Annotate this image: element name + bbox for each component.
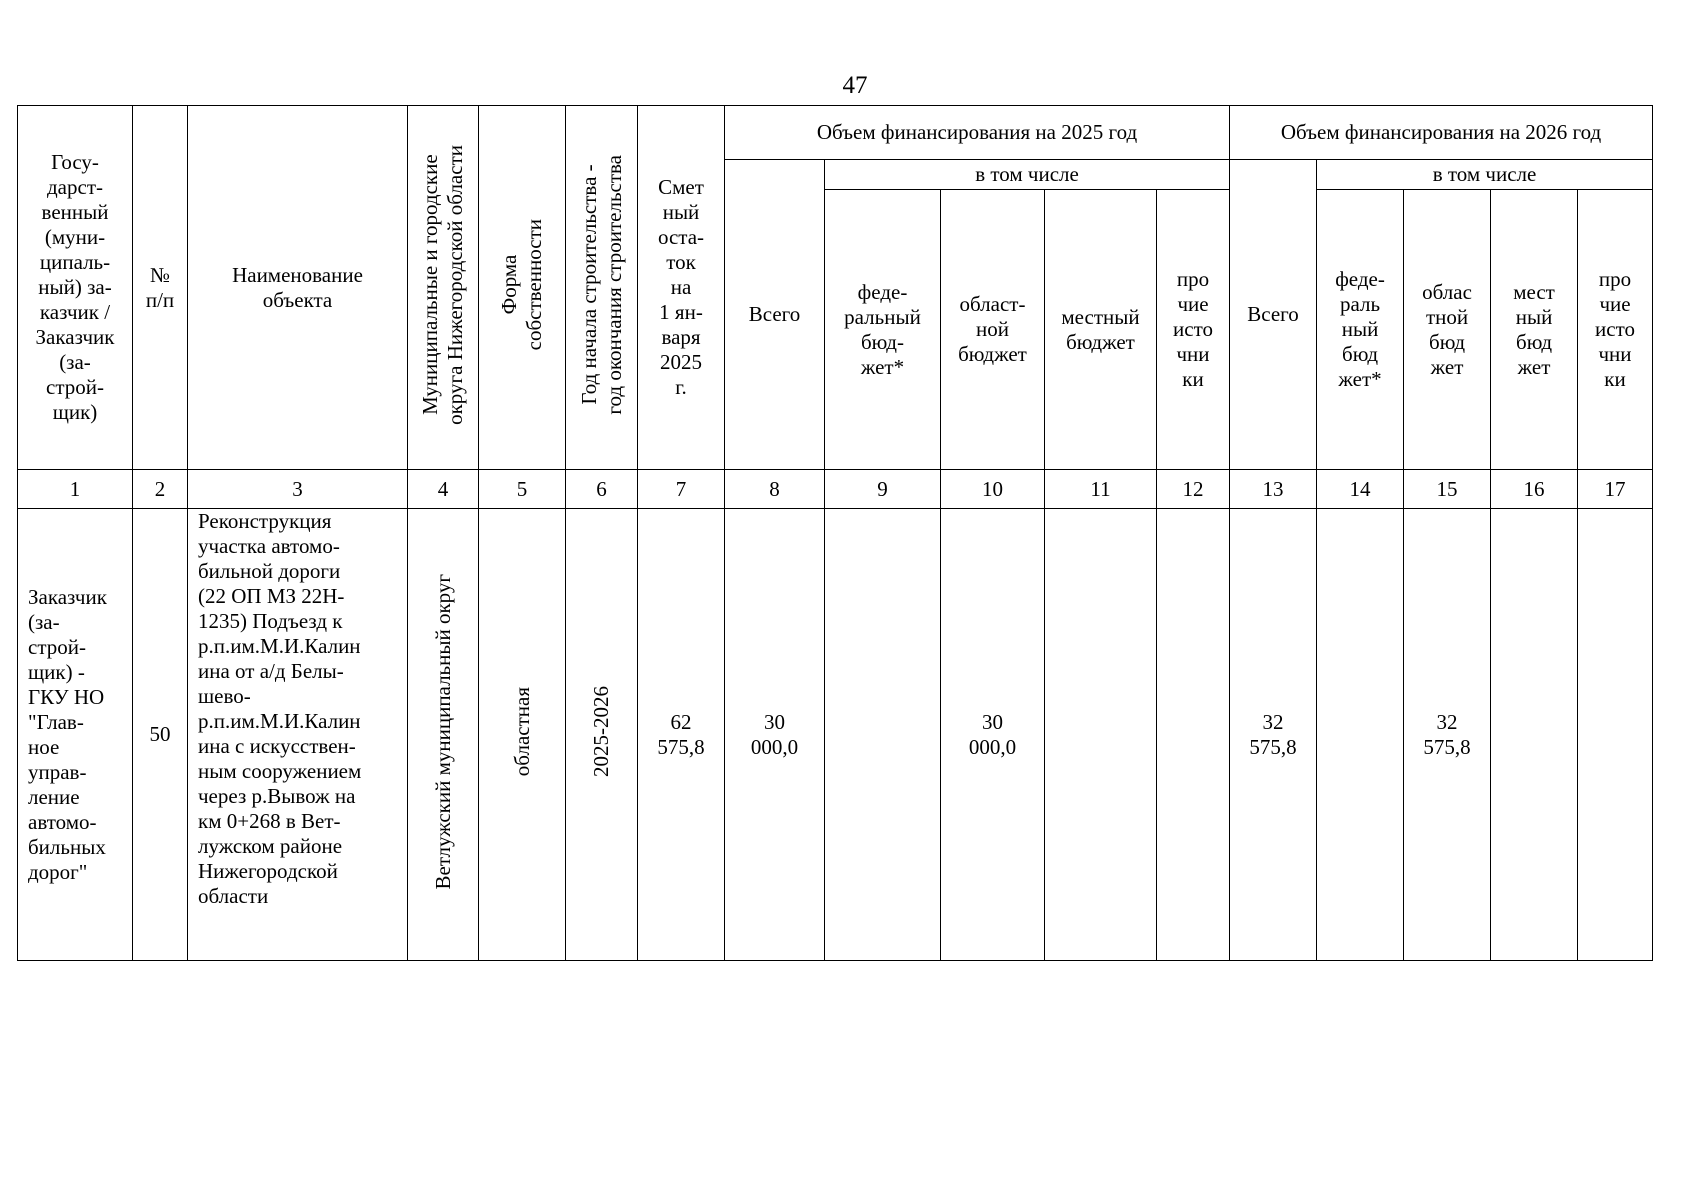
header-total-2025: Всего [725,160,825,470]
row-total-2025: 30 000,0 [725,509,825,961]
table-row [18,509,1653,961]
row-district [408,509,479,961]
header-federal-2026: феде- раль ный бюд жет* [1317,190,1404,470]
header-funding-2026: Объем финансирования на 2026 год [1230,106,1653,160]
header-other-2025: про чие исто чни ки [1157,190,1230,470]
header-regional-2025: област- ной бюджет [941,190,1045,470]
row-regional-2026: 32 575,8 [1404,509,1491,961]
row-estimate-balance: 62 575,8 [638,509,725,961]
header-including-2026: в том числе [1317,160,1653,190]
row-other-2025 [1157,509,1230,961]
column-number: 17 [1578,470,1653,509]
header-object-name: Наименование объекта [188,106,408,470]
row-ownership [479,509,566,961]
header-ownership [479,106,566,470]
header-years-text: Год начала строительства - год окончания строительства [576,154,626,415]
header-estimate-balance: Смет ный оста- ток на 1 ян- варя 2025 г. [638,106,725,470]
column-number: 7 [638,470,725,509]
header-regional-2026: облас тной бюд жет [1404,190,1491,470]
header-customer: Госу- дарст- венный (муни- ципаль- ный) за- казчик / Заказчик (за- строй- щик) [18,106,133,470]
header-districts-text: Муниципальные и городские округа Нижегородской области [418,144,467,425]
row-years [566,509,638,961]
row-total-2026: 32 575,8 [1230,509,1317,961]
row-years-text: 2025-2026 [589,686,613,777]
column-number: 10 [941,470,1045,509]
header-total-2026: Всего [1230,160,1317,470]
column-numbers-row [18,470,1653,509]
row-ownership-text: областная [509,686,534,777]
row-regional-2025: 30 000,0 [941,509,1045,961]
header-ownership-text: Форма собственности [497,218,546,351]
header-federal-2025: феде- ральный бюд- жет* [825,190,941,470]
row-federal-2026 [1317,509,1404,961]
header-other-2026: про чие исто чни ки [1578,190,1653,470]
row-customer: Заказчик (за- строй- щик) - ГКУ НО "Глав- ное управ- ление автомо- бильных дорог" [18,509,133,961]
page-number: 47 [842,72,868,99]
column-number: 11 [1045,470,1157,509]
row-federal-2025 [825,509,941,961]
header-districts [408,106,479,470]
header-row-1 [18,106,1653,160]
header-local-2026: мест ный бюд жет [1491,190,1578,470]
column-number: 8 [725,470,825,509]
column-number: 15 [1404,470,1491,509]
column-number: 14 [1317,470,1404,509]
row-local-2025 [1045,509,1157,961]
column-number: 12 [1157,470,1230,509]
column-number: 5 [479,470,566,509]
column-number: 9 [825,470,941,509]
column-number: 6 [566,470,638,509]
row-district-text: Ветлужский муниципальный округ [430,573,455,890]
header-years [566,106,638,470]
row-object-name: Реконструкция участка автомо- бильной дороги (22 ОП МЗ 22Н- 1235) Подъезд к р.п.им.М.И.Калин ина от а/д Белы- шево- р.п.им.М.И.Калин ина с искусствен- ным сооружением через р.Вывож на км 0+268 в Вет- лужском районе Нижегородской области [188,509,408,961]
header-local-2025: местный бюджет [1045,190,1157,470]
column-number: 13 [1230,470,1317,509]
column-number: 2 [133,470,188,509]
column-number: 3 [188,470,408,509]
header-index: № п/п [133,106,188,470]
header-including-2025: в том числе [825,160,1230,190]
column-number: 16 [1491,470,1578,509]
financing-table [17,105,1653,961]
row-index: 50 [133,509,188,961]
row-other-2026 [1578,509,1653,961]
column-number: 4 [408,470,479,509]
column-number: 1 [18,470,133,509]
row-local-2026 [1491,509,1578,961]
header-funding-2025: Объем финансирования на 2025 год [725,106,1230,160]
